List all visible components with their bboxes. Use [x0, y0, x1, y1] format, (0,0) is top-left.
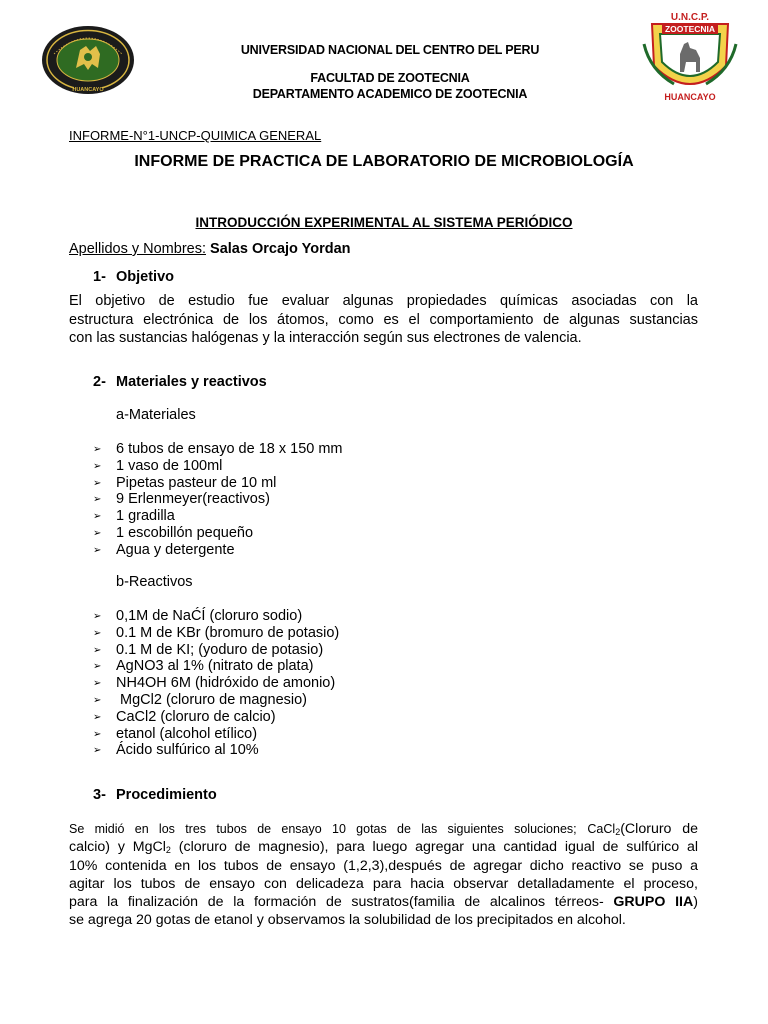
reagents-label: b-Reactivos: [116, 574, 193, 590]
university-seal-logo: [40, 24, 136, 96]
arrow-bullet-icon: ➢: [93, 661, 102, 673]
arrow-bullet-icon: ➢: [93, 527, 102, 539]
arrow-bullet-icon: ➢: [93, 711, 102, 723]
paragraph-line: 10% contenida en los tubos de ensayo (1,2,3),después de agregar dicho reactivo se puso a: [69, 857, 698, 874]
arrow-bullet-icon: ➢: [93, 477, 102, 489]
list-item: ➢ 0.1 M de KBr (bromuro de potasio): [93, 624, 340, 641]
department-name: DEPARTAMENTO ACADEMICO DE ZOOTECNIA: [252, 87, 528, 101]
arrow-bullet-icon: ➢: [93, 627, 102, 639]
list-item: ➢ 0,1M de NaĆÍ (cloruro sodio): [93, 608, 303, 624]
arrow-bullet-icon: ➢: [93, 644, 102, 656]
paragraph-line: calcio) y MgCl$_2$ (cloruro de magnesio), para luego agregar una cantidad igual de sulfúrico al: [69, 839, 698, 856]
paragraph-line: El objetivo de estudio fue evaluar algunas propiedades químicas asociadas con la: [69, 293, 698, 309]
paragraph-line: Se midió en los tres tubos de ensayo 10 gotas de las siguientes soluciones; CaCl$_2$(Cloruro de: [69, 821, 698, 837]
arrow-bullet-icon: ➢: [93, 611, 102, 622]
paragraph-line: agitar los tubos de ensayo con delicadeza para hacia observar detalladamente el proceso,: [69, 875, 698, 892]
logo-bottom-text: HUANCAYO: [664, 92, 716, 102]
paragraph-line: estructura electrónica de los átomos, como es el comportamiento de algunas sustancias: [69, 311, 698, 328]
arrow-bullet-icon: ➢: [93, 444, 102, 455]
arrow-bullet-icon: ➢: [93, 728, 102, 740]
arrow-bullet-icon: ➢: [93, 494, 102, 506]
section-objective-heading: [93, 269, 174, 285]
list-item: ➢ Ácido sulfúrico al 10%: [93, 742, 259, 759]
paragraph-line: para la finalización de la formación de sustratos(familia de alcalinos térreos- GRUPO IIA): [69, 894, 698, 911]
section-procedure-heading: [93, 787, 217, 803]
arrow-bullet-icon: ➢: [93, 678, 102, 690]
list-item: ➢ 6 tubos de ensayo de 18 x 150 mm: [93, 441, 343, 457]
arrow-bullet-icon: ➢: [93, 745, 102, 757]
procedure-paragraph: [69, 820, 698, 930]
zootecnia-faculty-logo: [636, 10, 744, 104]
seal-bottom-text: HUANCAYO: [72, 87, 104, 93]
arrow-bullet-icon: ➢: [93, 694, 102, 706]
materials-list: [93, 441, 343, 559]
section-number: 2-: [93, 374, 106, 390]
names-label: Apellidos y Nombres:: [69, 241, 206, 257]
list-item: ➢ 1 vaso de 100ml: [93, 457, 223, 474]
paragraph-line: se agrega 20 gotas de etanol y observamos la solubilidad de los precipitados en alcohol.: [69, 912, 626, 929]
arrow-bullet-icon: ➢: [93, 544, 102, 556]
reagents-list: [93, 608, 339, 759]
list-item: ➢ Pipetas pasteur de 10 ml: [93, 474, 277, 491]
section-number: 1-: [93, 269, 106, 285]
arrow-bullet-icon: ➢: [93, 460, 102, 472]
objective-paragraph: [69, 292, 698, 348]
list-item: ➢ 1 gradilla: [93, 508, 175, 525]
list-item: ➢ NH4OH 6M (hidróxido de amonio): [93, 675, 336, 692]
faculty-name: FACULTAD DE ZOOTECNIA: [310, 71, 470, 85]
report-number: INFORME-N°1-UNCP-QUIMICA GENERAL: [69, 128, 322, 143]
list-item: ➢ CaCl2 (cloruro de calcio): [93, 708, 276, 725]
list-item: ➢ etanol (alcohol etílico): [93, 725, 258, 742]
paragraph-line: con las sustancias halógenas y la interacción según sus electrones de valencia.: [69, 330, 582, 346]
list-item: ➢ MgCl2 (cloruro de magnesio): [93, 691, 307, 708]
section-number: 3-: [93, 787, 106, 803]
section-title: Procedimiento: [116, 787, 217, 803]
list-item: ➢ 0.1 M de KI; (yoduro de potasio): [93, 641, 324, 658]
section-title: Materiales y reactivos: [116, 374, 267, 390]
list-item: ➢ AgNO3 al 1% (nitrato de plata): [93, 658, 314, 675]
report-title: INFORME DE PRACTICA DE LABORATORIO DE MICROBIOLOGÍA: [134, 153, 634, 170]
report-subtitle: INTRODUCCIÓN EXPERIMENTAL AL SISTEMA PERIÓDICO: [195, 215, 573, 230]
university-name: UNIVERSIDAD NACIONAL DEL CENTRO DEL PERU: [240, 43, 540, 57]
section-materials-heading: [93, 374, 267, 390]
list-item: ➢ Agua y detergente: [93, 541, 235, 558]
list-item: ➢ 1 escobillón pequeño: [93, 524, 254, 541]
list-item: ➢ 9 Erlenmeyer(reactivos): [93, 491, 270, 508]
arrow-bullet-icon: ➢: [93, 511, 102, 523]
student-name-line: [69, 241, 351, 257]
logo-banner-text: ZOOTECNIA: [664, 24, 716, 34]
logo-top-text: U.N.C.P.: [670, 12, 710, 23]
names-value: Salas Orcajo Yordan: [210, 241, 351, 257]
materials-label: a-Materiales: [116, 407, 196, 423]
section-title: Objetivo: [116, 269, 175, 285]
